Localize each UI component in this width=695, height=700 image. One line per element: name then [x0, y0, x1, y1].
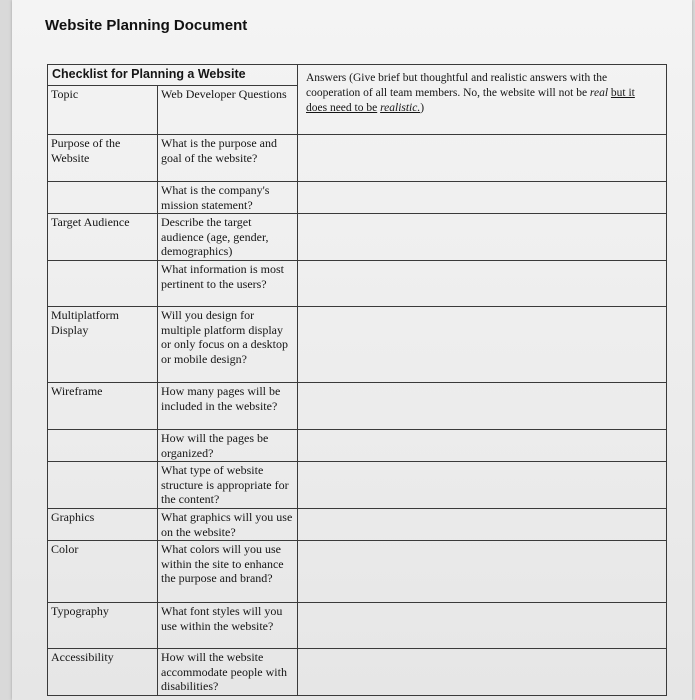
table-row — [48, 214, 667, 261]
checklist-title-row — [48, 65, 667, 86]
question-cell: Describe the target audience (age, gender, demographics) — [158, 214, 298, 261]
table-row — [48, 430, 667, 462]
document-page — [12, 0, 692, 700]
topic-cell: Typography — [48, 603, 158, 649]
answer-cell[interactable] — [298, 649, 667, 696]
topic-column-header: Topic — [48, 86, 158, 135]
document-title: Website Planning Document — [45, 17, 248, 34]
table-row — [48, 261, 667, 307]
table-row — [48, 307, 667, 383]
table-row — [48, 541, 667, 603]
table-row — [48, 462, 667, 509]
answer-cell[interactable] — [298, 603, 667, 649]
topic-cell — [48, 462, 158, 509]
answers-column-header — [298, 65, 667, 135]
topic-cell: Graphics — [48, 509, 158, 541]
question-cell: What is the purpose and goal of the website? — [158, 135, 298, 182]
topic-cell — [48, 182, 158, 214]
answer-cell[interactable] — [298, 509, 667, 541]
table-row — [48, 383, 667, 430]
answers-close: ) — [420, 102, 425, 114]
question-cell: Will you design for multiple platform display or only focus on a desktop or mobile design? — [158, 307, 298, 383]
answer-cell[interactable] — [298, 135, 667, 182]
answer-cell[interactable] — [298, 541, 667, 603]
question-cell: How will the website accommodate people with disabilities? — [158, 649, 298, 696]
question-cell: What type of website structure is appropriate for the content? — [158, 462, 298, 509]
topic-cell: Color — [48, 541, 158, 603]
topic-cell: Multiplatform Display — [48, 307, 158, 383]
topic-cell: Accessibility — [48, 649, 158, 696]
answer-cell[interactable] — [298, 214, 667, 261]
table-row — [48, 509, 667, 541]
answer-cell[interactable] — [298, 307, 667, 383]
topic-cell: Wireframe — [48, 383, 158, 430]
checklist-title: Checklist for Planning a Website — [48, 65, 298, 86]
question-cell: How will the pages be organized? — [158, 430, 298, 462]
answers-realistic: realistic. — [380, 102, 421, 114]
answer-cell[interactable] — [298, 462, 667, 509]
answers-be: be — [576, 87, 588, 99]
question-cell: What graphics will you use on the website? — [158, 509, 298, 541]
answer-cell[interactable] — [298, 182, 667, 214]
planning-checklist-table — [47, 64, 667, 696]
question-cell: What font styles will you use within the website? — [158, 603, 298, 649]
question-cell: What is the company's mission statement? — [158, 182, 298, 214]
table-row — [48, 649, 667, 696]
table-row — [48, 182, 667, 214]
answers-real: real — [589, 87, 609, 99]
table-row — [48, 135, 667, 182]
table-row — [48, 603, 667, 649]
answers-but: but it does need to be — [306, 87, 635, 114]
question-cell: What colors will you use within the site to enhance the purpose and brand? — [158, 541, 298, 603]
question-cell: How many pages will be included in the website? — [158, 383, 298, 430]
answers-intro: Answers (Give brief but thoughtful and realistic answers with the cooperation of all team members. No, the website will not — [306, 72, 608, 99]
topic-cell — [48, 261, 158, 307]
answer-cell[interactable] — [298, 430, 667, 462]
question-cell: What information is most pertinent to the users? — [158, 261, 298, 307]
answer-cell[interactable] — [298, 261, 667, 307]
topic-cell: Target Audience — [48, 214, 158, 261]
topic-cell: Purpose of the Website — [48, 135, 158, 182]
questions-column-header: Web Developer Questions — [158, 86, 298, 135]
answer-cell[interactable] — [298, 383, 667, 430]
topic-cell — [48, 430, 158, 462]
